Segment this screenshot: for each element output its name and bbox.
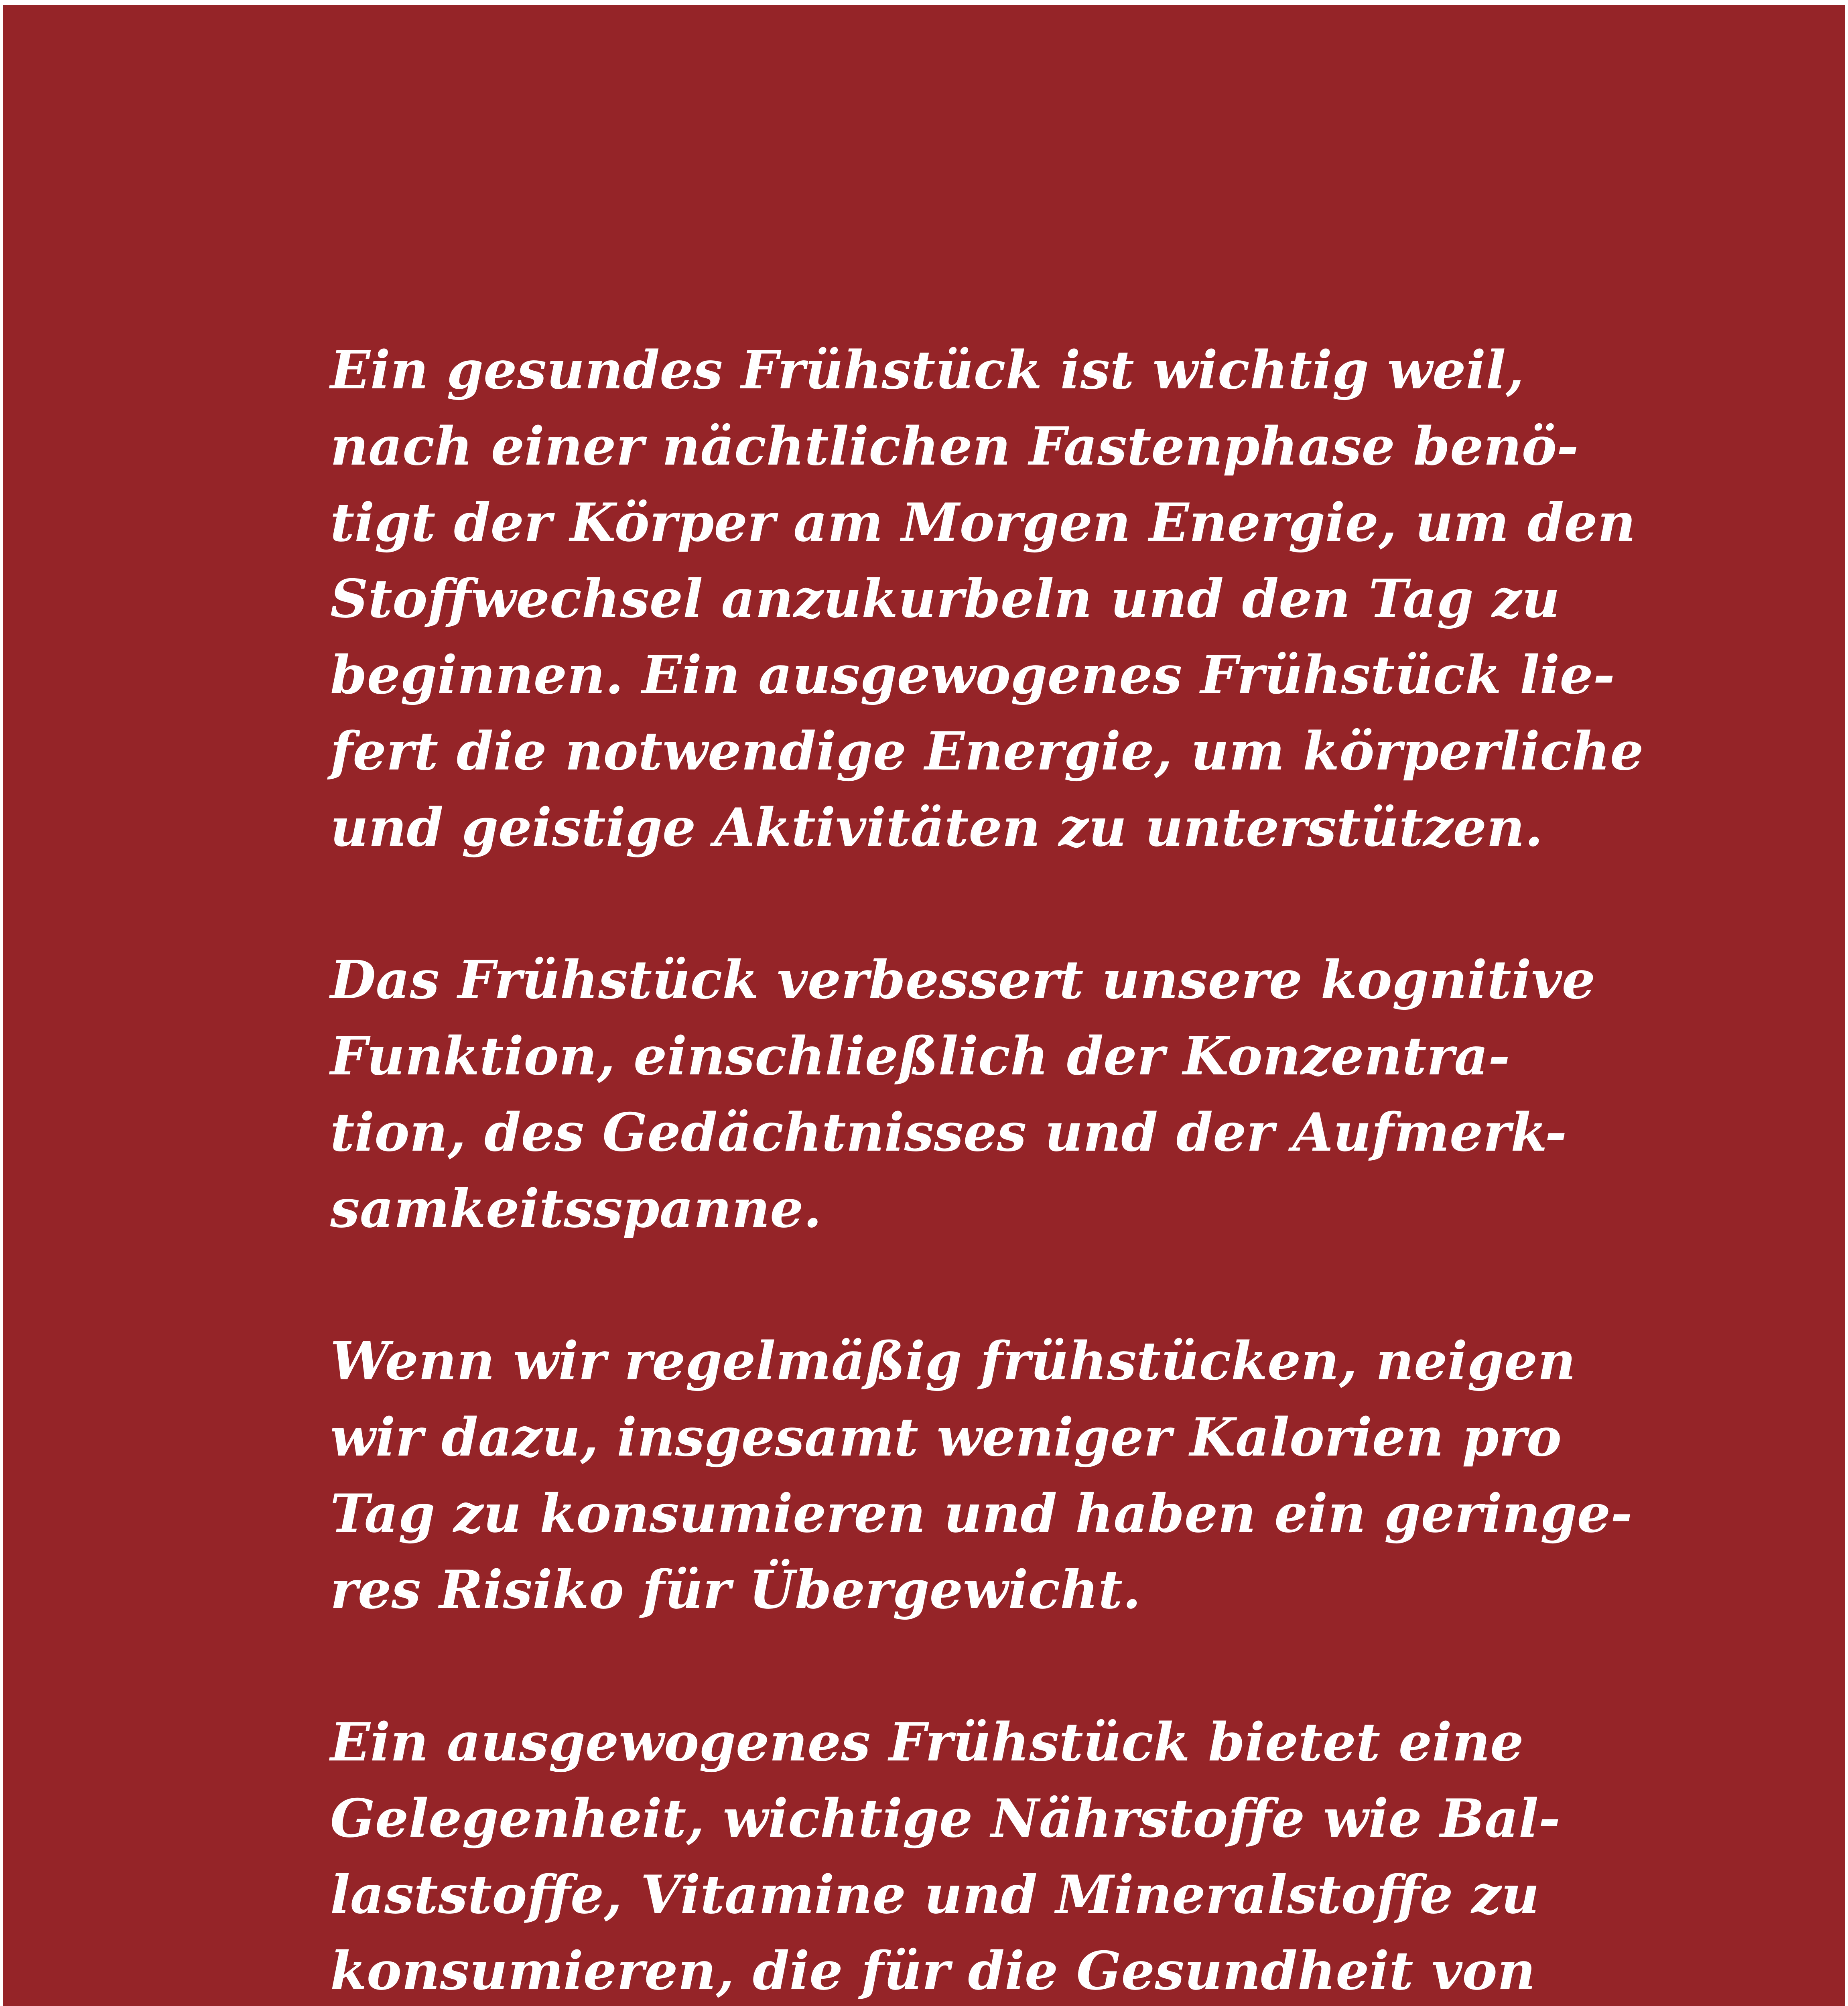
text-line: Tag zu konsumieren und haben ein geringe- — [330, 1482, 1633, 1544]
text-line: Das Frühstück verbessert unsere kognitive — [330, 949, 1596, 1011]
text-line: samkeitsspanne. — [330, 1178, 822, 1239]
paragraph-importance — [330, 332, 1644, 865]
text-line: Gelegenheit, wichtige Nährstoffe wie Bal- — [330, 1787, 1561, 1849]
text-line: beginnen. Ein ausgewogenes Frühstück lie- — [330, 644, 1615, 706]
paragraph-calories — [330, 1323, 1633, 1628]
text-line: laststoffe, Vitamine und Mineralstoffe zu — [330, 1864, 1539, 1925]
text-line: konsumieren, die für die Gesundheit von — [330, 1940, 1536, 2002]
body-text — [330, 332, 1644, 2006]
text-line: wir dazu, insgesamt weniger Kalorien pro — [330, 1406, 1562, 1468]
text-line: Funktion, einschließlich der Konzentra- — [330, 1025, 1510, 1087]
page — [3, 5, 1845, 2006]
text-line: Ein ausgewogenes Frühstück bietet eine — [330, 1711, 1524, 1773]
text-line: Stoffwechsel anzukurbeln und den Tag zu — [330, 568, 1560, 629]
text-line: tigt der Körper am Morgen Energie, um den — [330, 491, 1636, 553]
text-line: tion, des Gedächtnisses und der Aufmerk- — [330, 1101, 1567, 1163]
text-line: und geistige Aktivitäten zu unterstützen. — [330, 796, 1543, 858]
text-line: nach einer nächtlichen Fastenphase benö- — [330, 415, 1579, 477]
text-line: Wenn wir regelmäßig frühstücken, neigen — [330, 1330, 1576, 1392]
text-line: res Risiko für Übergewicht. — [330, 1559, 1141, 1620]
text-line: Ein gesundes Frühstück ist wichtig weil, — [330, 339, 1524, 401]
paragraph-nutrients — [330, 1704, 1561, 2006]
text-line: fert die notwendige Energie, um körperliche — [330, 720, 1644, 782]
paragraph-cognition — [330, 942, 1596, 1247]
